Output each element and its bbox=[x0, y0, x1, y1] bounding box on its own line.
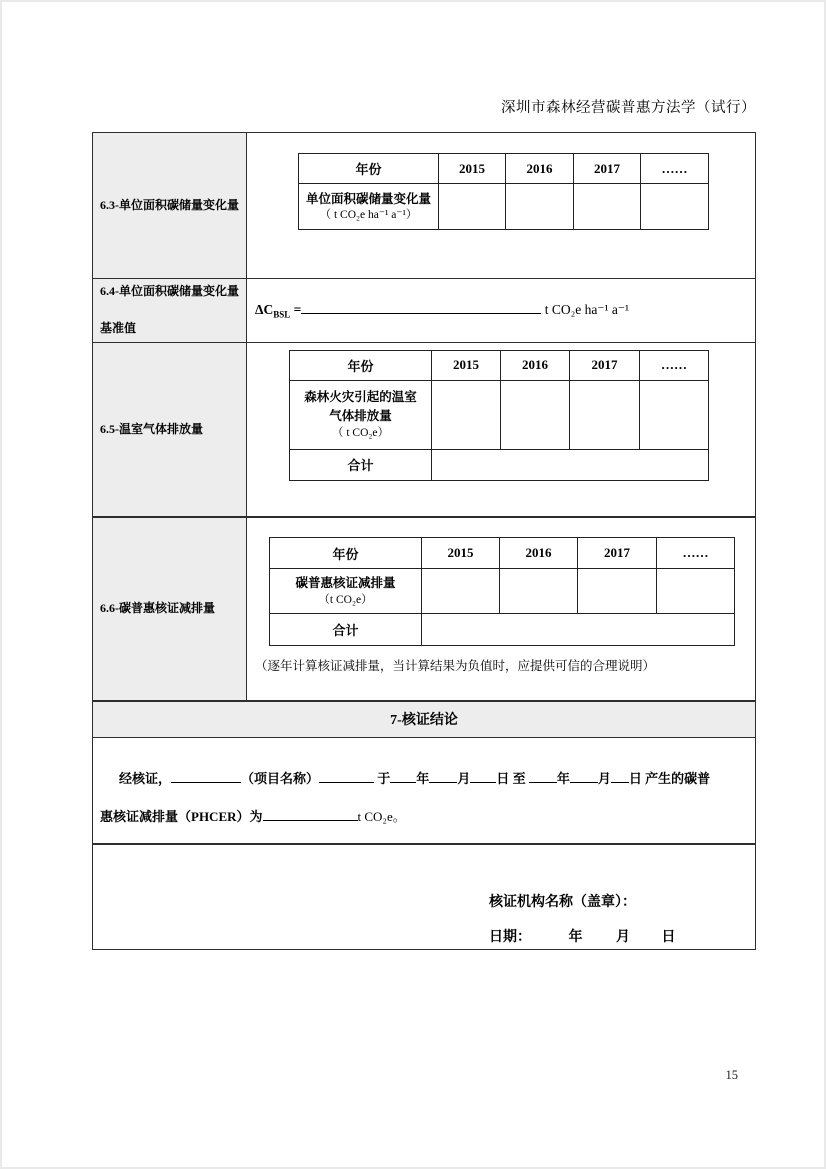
value-cell bbox=[657, 569, 735, 614]
page-number: 15 bbox=[725, 1068, 738, 1082]
total-label-cell: 合计 bbox=[290, 449, 432, 480]
value-cell bbox=[500, 569, 578, 614]
row-6-3-label bbox=[93, 133, 247, 278]
year-header-row bbox=[270, 538, 735, 569]
total-value-cell bbox=[432, 449, 709, 480]
year-header-cell: 年份 bbox=[290, 350, 432, 380]
row-6-6 bbox=[93, 516, 755, 700]
row-6-5-content bbox=[247, 343, 755, 517]
statement-text: 日 bbox=[628, 770, 642, 786]
row-6-3-metric-label: 单位面积碳储量变化量 bbox=[305, 191, 431, 206]
row-6-3-label-text: 6.3-单位面积碳储量变化量 bbox=[100, 197, 239, 212]
statement-text: 日 bbox=[496, 770, 510, 786]
equals-sign: = bbox=[293, 301, 302, 317]
row-6-5 bbox=[93, 342, 755, 517]
year-header-cell: 年份 bbox=[299, 154, 439, 184]
row-6-5-inner-table bbox=[289, 350, 709, 481]
row-6-4-content bbox=[247, 279, 755, 342]
row-6-6-label-text: 6.6-碳普惠核证减排量 bbox=[100, 601, 215, 616]
row-6-6-note: （逐年计算核证减排量，当计算结果为负值时，应提供可信的合理说明） bbox=[255, 659, 656, 674]
row-6-4-formula bbox=[255, 301, 629, 320]
blank-line bbox=[319, 770, 374, 783]
row-6-6-inner-table bbox=[269, 537, 735, 646]
date-label: 日期： bbox=[489, 930, 531, 946]
row-6-4-unit: t CO₂e ha⁻¹ a⁻¹ bbox=[544, 301, 630, 317]
statement-unit: t CO₂e。 bbox=[357, 808, 406, 824]
year-header-cell: 年份 bbox=[270, 538, 422, 569]
metric-row bbox=[270, 569, 735, 614]
row-6-3 bbox=[93, 133, 755, 278]
row-6-3-content bbox=[247, 133, 755, 278]
row-6-5-metric-label-line1: 森林火灾引起的温室 bbox=[304, 390, 417, 405]
row-6-6-content bbox=[247, 518, 755, 700]
value-cell bbox=[640, 380, 709, 449]
row-6-5-label-text: 6.5-温室气体排放量 bbox=[100, 421, 203, 436]
total-label-cell: 合计 bbox=[270, 614, 422, 646]
statement-text: 月 bbox=[597, 770, 611, 786]
statement-text: 年 bbox=[416, 770, 430, 786]
form-table bbox=[92, 132, 756, 950]
statement-text: 于 bbox=[377, 770, 391, 786]
total-row bbox=[290, 449, 709, 480]
year-more-cell: …… bbox=[657, 538, 735, 569]
date-day-label: 日 bbox=[661, 930, 676, 946]
year-2015-cell: 2015 bbox=[422, 538, 500, 569]
signature-block bbox=[489, 891, 676, 946]
value-cell bbox=[432, 380, 501, 449]
total-row bbox=[270, 614, 735, 646]
year-2015-cell: 2015 bbox=[432, 350, 501, 380]
year-2016-cell: 2016 bbox=[500, 538, 578, 569]
blank-line bbox=[529, 770, 557, 783]
value-cell bbox=[439, 184, 506, 230]
date-month-label: 月 bbox=[616, 930, 630, 946]
statement-line-2 bbox=[100, 798, 747, 836]
section-7-header bbox=[93, 700, 755, 737]
row-6-3-metric-unit: （ t CO₂e ha⁻¹ a⁻¹） bbox=[319, 209, 418, 222]
value-cell bbox=[570, 380, 640, 449]
year-2017-cell: 2017 bbox=[570, 350, 640, 380]
year-header-row bbox=[290, 350, 709, 380]
statement-text: 年 bbox=[556, 770, 570, 786]
blank-line bbox=[390, 770, 416, 783]
year-2015-cell: 2015 bbox=[439, 154, 506, 184]
year-more-cell: …… bbox=[640, 350, 709, 380]
value-cell bbox=[641, 184, 709, 230]
blank-line bbox=[263, 808, 358, 821]
metric-row bbox=[290, 380, 709, 449]
statement-text: 至 bbox=[512, 770, 526, 786]
row-6-5-metric-unit: （ t CO₂e） bbox=[331, 426, 390, 439]
blank-line bbox=[301, 301, 541, 314]
value-cell bbox=[578, 569, 657, 614]
year-2016-cell: 2016 bbox=[506, 154, 574, 184]
row-6-5-metric-label-line2: 气体排放量 bbox=[329, 409, 392, 424]
year-more-cell: …… bbox=[641, 154, 709, 184]
delta-c-symbol: ΔC bbox=[255, 301, 274, 317]
row-6-6-metric-unit: （t CO₂e） bbox=[318, 594, 373, 607]
blank-line bbox=[570, 770, 598, 783]
agency-label: 核证机构名称（盖章）： bbox=[489, 895, 636, 911]
row-6-6-metric-cell bbox=[270, 569, 422, 614]
statement-text: 惠核证减排量（PHCER）为 bbox=[100, 808, 263, 824]
row-6-4-label bbox=[93, 279, 247, 342]
signature-row bbox=[93, 843, 755, 949]
statement-text: （项目名称） bbox=[241, 770, 320, 786]
metric-row bbox=[299, 184, 709, 230]
section-7-title: 7-核证结论 bbox=[390, 713, 458, 729]
date-year-label: 年 bbox=[568, 930, 583, 946]
blank-line bbox=[429, 770, 457, 783]
row-6-4 bbox=[93, 278, 755, 342]
delta-c-subscript: BSL bbox=[273, 309, 291, 320]
row-6-3-metric-cell bbox=[299, 184, 439, 230]
year-2016-cell: 2016 bbox=[501, 350, 570, 380]
doc-title: 深圳市森林经营碳普惠方法学（试行） bbox=[501, 100, 756, 116]
year-header-row bbox=[299, 154, 709, 184]
total-value-cell bbox=[422, 614, 735, 646]
year-2017-cell: 2017 bbox=[578, 538, 657, 569]
value-cell bbox=[501, 380, 570, 449]
value-cell bbox=[574, 184, 641, 230]
statement-line-1 bbox=[100, 760, 747, 798]
statement-text: 月 bbox=[457, 770, 471, 786]
value-cell bbox=[506, 184, 574, 230]
date-line bbox=[489, 926, 676, 946]
statement-text: 产生的碳普 bbox=[645, 770, 711, 786]
blank-line bbox=[611, 770, 629, 783]
statement-row bbox=[93, 737, 755, 844]
row-6-4-label-text: 6.4-单位面积碳储量变化量基准值 bbox=[100, 284, 239, 336]
row-6-6-label bbox=[93, 518, 247, 700]
blank-line bbox=[171, 770, 241, 783]
row-6-6-metric-label: 碳普惠核证减排量 bbox=[295, 576, 396, 591]
row-6-3-inner-table bbox=[298, 153, 709, 230]
row-6-5-metric-cell bbox=[290, 380, 432, 449]
year-2017-cell: 2017 bbox=[574, 154, 641, 184]
value-cell bbox=[422, 569, 500, 614]
statement-text: 经核证， bbox=[119, 770, 172, 786]
row-6-5-label bbox=[93, 343, 247, 517]
blank-line bbox=[470, 770, 496, 783]
